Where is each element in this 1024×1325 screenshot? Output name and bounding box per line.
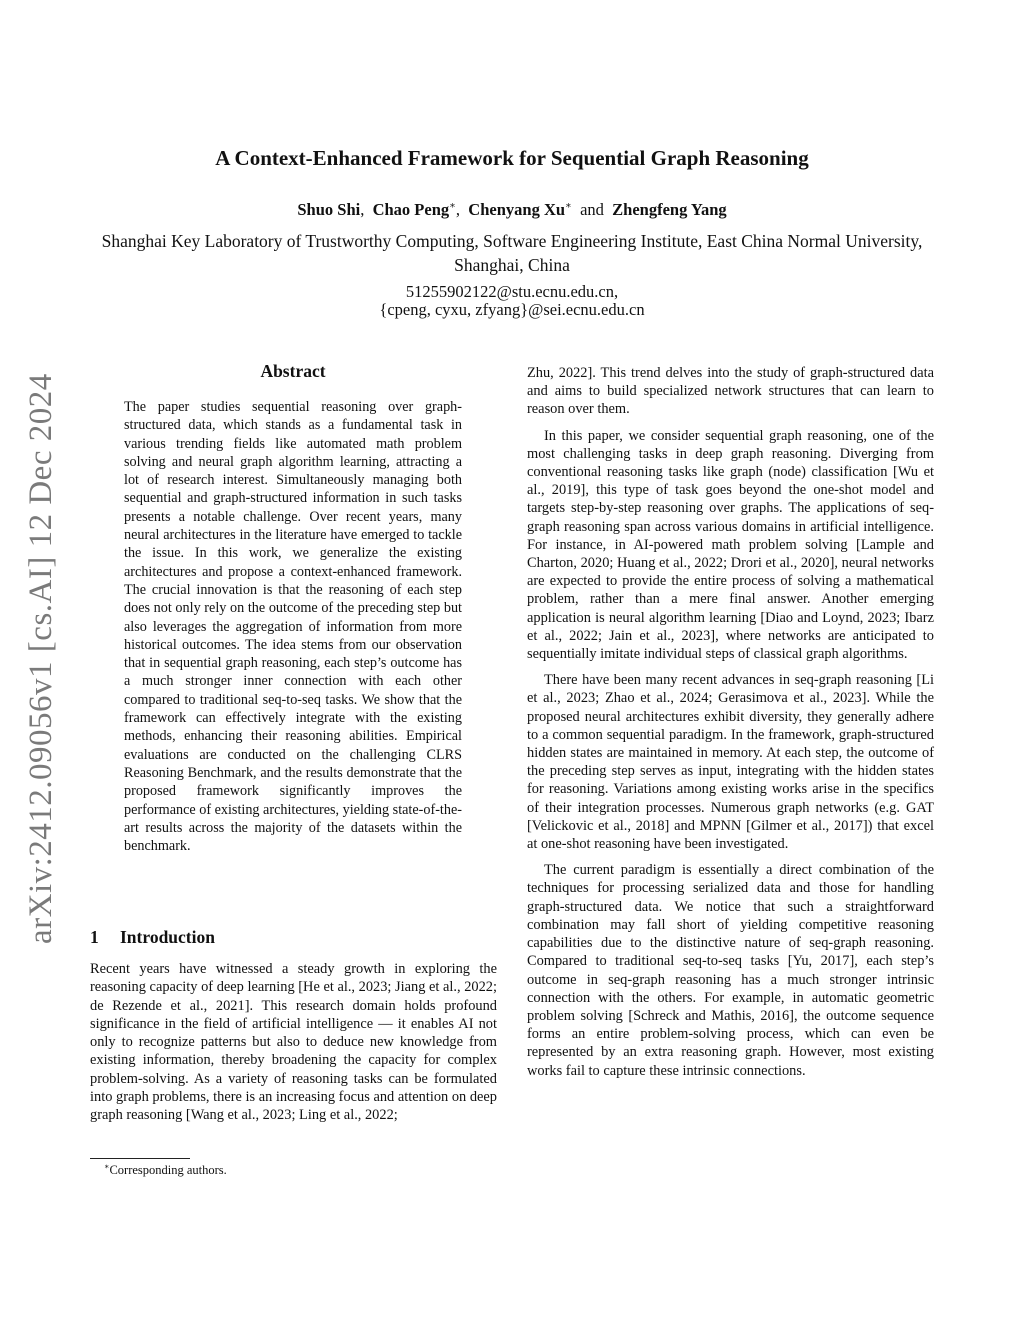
affiliation: Shanghai Key Laboratory of Trustworthy Computing, Software Engineering Institute, East China Normal University, Shanghai, China xyxy=(101,231,923,275)
section-heading xyxy=(90,927,215,948)
paragraph: Recent years have witnessed a steady growth in exploring the reasoning capacity of deep learning [He et al., 2023; Jiang et al., 2022; de Rezende et al., 2021]. This research domain holds profound significance in the field of artificial intelligence — it enables AI not only to recognize patterns but also to deduce new knowledge from existing information, thereby broadening the capacity for complex problem-solving. As a variety of reasoning tasks can be formulated into graph problems, there is an increasing focus and attention on deep graph reasoning [Wang et al., 2023; Ling et al., 2022; xyxy=(90,961,497,1124)
abstract-text: The paper studies sequential reasoning over graph-structured data, which stands as a fundamental task in various trending fields like automated math problem solving and neural graph algorithm learning, attracting a lot of research interest. Simultaneously managing both sequential and graph-structured information in such tasks presents a notable challenge. Over recent years, many neural architectures in the literature have emerged to tackle the issue. In this work, we generalize the existing architectures and propose a context-enhanced framework. The crucial innovation is that the reasoning of each step does not only rely on the outcome of the preceding step but also leverages the aggregation of information from more historical outcomes. The idea stems from our observation that in sequential graph reasoning, each step’s outcome has a much stronger inner connection with each other compared to traditional seq-to-seq tasks. We show that the framework can effectively integrate with the existing methods, enhancing their reasoning abilities. Empirical evaluations are conducted on the challenging CLRS Reasoning Benchmark, and the results demonstrate that the proposed framework significantly improves the performance of existing architectures, yielding state-of-the-art results across the majority of the datasets within the benchmark. xyxy=(124,399,462,855)
section-title: Introduction xyxy=(120,927,215,947)
author-name: Shuo Shi xyxy=(297,200,361,219)
author-list xyxy=(0,200,1024,220)
author-emails xyxy=(0,283,1024,319)
corresponding-mark: ∗ xyxy=(449,200,456,212)
footnote-text: Corresponding authors. xyxy=(109,1163,227,1178)
email-line: {cpeng, cyxu, zfyang}@sei.ecnu.edu.cn xyxy=(379,300,645,319)
abstract-heading: Abstract xyxy=(260,361,326,381)
paragraph: There have been many recent advances in seq-graph reasoning [Li et al., 2023; Zhao et al., 2024; Gerasimova et al., 2023]. While the proposed neural architectures exhibit diversity, they generally adhere to a common sequential paradigm. In the framework, graph-structured hidden states are maintained in memory. At each step, the outcome of the preceding step serves as input, integrating with the hidden states for reasoning. Variations among existing works arise in the specifics of their integration processes. Numerous graph networks (e.g. GAT [Velickovic et al., 2018] and MPNN [Gilmer et al., 2017]) that excel at one-shot reasoning have been investigated. xyxy=(527,672,934,853)
author-separator: , xyxy=(360,200,365,219)
right-column-body xyxy=(527,364,934,1088)
author-name: Chenyang Xu xyxy=(468,200,566,219)
footnote-mark: ∗ xyxy=(104,1162,110,1171)
left-column-body xyxy=(90,960,497,1125)
arxiv-identifier: arXiv:2412.09056v1 [cs.AI] 12 Dec 2024 xyxy=(23,373,59,944)
section-number: 1 xyxy=(90,927,99,947)
email-line: 51255902122@stu.ecnu.edu.cn, xyxy=(405,282,619,301)
paragraph: In this paper, we consider sequential graph reasoning, one of the most challenging tasks in deep graph reasoning. Diverging from conventional reasoning tasks like graph (node) classification [Wu et al., 2019], this type of task goes beyond the one-shot model and targets step-by-step reasoning over graphs. The applications of seq-graph reasoning span across various domains in artificial intelligence. For instance, in AI-powered math problem solving [Lample and Charton, 2020; Huang et al., 2022; Drori et al., 2020], neural networks are expected to provide the entire process of solving a mathematical problem, rather than a mere final answer. Another emerging application is neural algorithm learning [Diao and Loynd, 2023; Ibarz et al., 2022; Jain et al., 2023], where networks are anticipated to sequentially imitate individual steps of classical graph algorithms. xyxy=(527,427,934,663)
footnote-divider xyxy=(90,1158,190,1159)
author-name: Zhengfeng Yang xyxy=(612,200,727,219)
author-separator: , xyxy=(455,200,461,219)
paragraph: Zhu, 2022]. This trend delves into the study of graph-structured data and aims to build specialized network structures that can learn to reason over them. xyxy=(527,365,934,418)
author-name: Chao Peng xyxy=(372,200,450,219)
corresponding-mark: ∗ xyxy=(565,200,572,212)
paper-title: A Context-Enhanced Framework for Sequential Graph Reasoning xyxy=(215,146,809,170)
paragraph: The current paradigm is essentially a direct combination of the techniques for processing serialized data and those for handling graph-structured data. We notice that such a straightforward combination may fall short of yielding competitive reasoning capabilities due to the distinctive nature of seq-graph reasoning. Compared to traditional seq-to-seq tasks [Yu, 2017], each step’s outcome in seq-graph reasoning has a much stronger intrinsic connection with the others. For example, in automatic geometric problem solving [Schreck and Mathis, 2016], the outcome sequence forms an entire problem-solving process, which can even be represented by an extra reasoning graph. However, most existing works fail to capture these intrinsic connections. xyxy=(527,862,934,1079)
footnote xyxy=(104,1162,227,1178)
author-and: and xyxy=(580,200,604,219)
